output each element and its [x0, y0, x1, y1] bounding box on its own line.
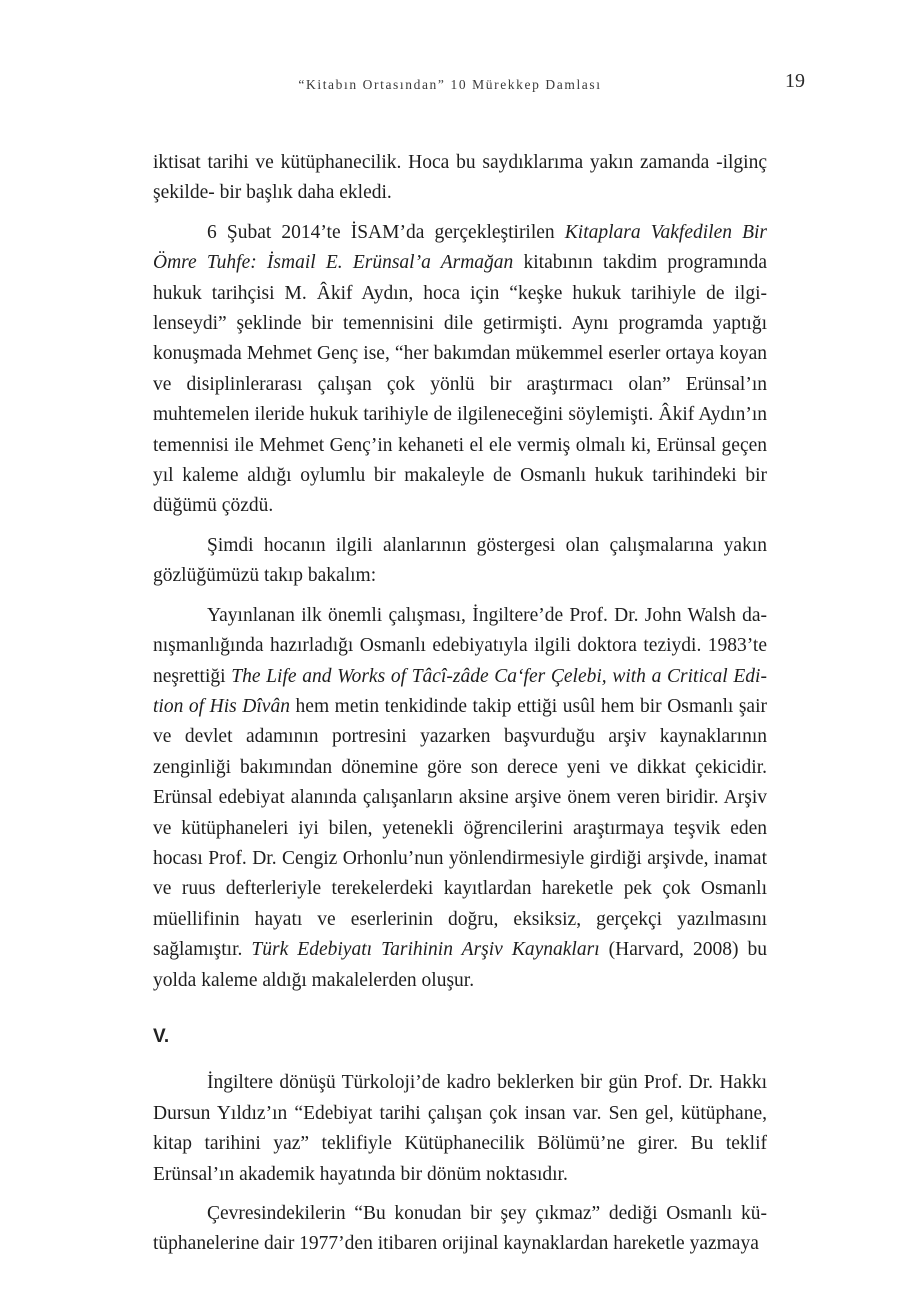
paragraph-3: Şimdi hocanın ilgili alanlarının göstergesi olan çalışmalarına yakın gözlüğümüzü takıp bakalım: [153, 534, 767, 587]
paragraph-2 [153, 218, 767, 522]
book-title-armagan: Kitaplara Vakfedilen Bir Ömre Tuhfe: İsmail E. Erünsal’a Armağan [153, 221, 768, 274]
section-heading: V. [153, 1025, 170, 1047]
paragraph-4-text-a: Yayınlanan ilk önemli çalışması, İngiltere’de Prof. Dr. John Walsh danışmanlığında hazırladığı Osmanlı edebiyatıyla ilgili doktora teziydi. 1983’te neşrettiği [153, 604, 767, 687]
running-header-title: “Kitabın Ortasından” 10 Mürekkep Damlası [298, 77, 602, 92]
body-text [153, 148, 767, 1269]
paragraph-5: İngiltere dönüşü Türkoloji’de kadro beklerken bir gün Prof. Dr. Hakkı Dursun Yıldız’ın “Edebiyat tarihi çalışan çok insan var. Sen gel, kütüphane, kitap tarihini yaz” teklifiyle Kütüphanecilik Bölümü’ne girer. Bu teklif Erünsal’ın akademik hayatında bir dönüm noktasıdır. [153, 1072, 767, 1185]
paragraph-2-text-b: kitabının takdim programında hukuk tarihçisi M. Âkif Aydın, hoca için “keşke hukuk tarihiyle de ilgilenseydi” şeklinde bir temennisini dile getirmişti. Aynı programda yaptığı konuşmada Mehmet Genç ise, “her bakımdan mükemmel eserler ortaya koyan ve disiplinlerarası çalışan çok yönlü bir araştırmacı olan” Erünsal’ın muhtemelen ileride hukuk tarihiyle de ilgileneceğini söylemişti. Âkif Aydın’ın temennisi ile Mehmet Genç’in kehaneti el ele vermiş olmalı ki, Erünsal geçen yıl kaleme aldığı oylumlu bir makaleyle de Osmanlı hukuk tarihindeki bir düğümü çözdü. [153, 252, 767, 517]
paragraph-4 [153, 601, 767, 996]
paragraph-2-text-a: 6 Şubat 2014’te İSAM’da gerçekleştirilen [207, 221, 565, 243]
paragraph-6: Çevresindekilerin “Bu konudan bir şey çıkmaz” dediği Osmanlı kütüphanelerine dair 1977’den itibaren orijinal kaynaklardan hareketle yazmaya [153, 1203, 767, 1255]
paragraph-4-text-b: hem metin tenkidinde takip ettiği usûl hem bir Osmanlı şair ve devlet adamının portresini yazarken başvurduğu arşiv kaynaklarının zenginliği bakımından dönemine göre son derece yeni ve dikkat çekicidir. Erünsal edebiyat alanında çalışanların aksine arşive önem veren biridir. Arşiv ve kütüphaneleri iyi bilen, yetenekli öğrencilerini araştırmaya teşvik eden hocası Prof. Dr. Cengiz Orhonlu’nun yönlendirmesiyle girdiği arşivde, inamat ve ruus defterleriyle terekelerdeki kayıtlardan hareketle pek çok Osmanlı müellifinin hayatı ve eserlerinin doğru, eksiksiz, gerçekçi yazılmasını sağlamıştır. [153, 695, 768, 961]
book-title-arsiv-kaynaklari: Türk Edebiyatı Tarihinin Arşiv Kaynakları [251, 939, 600, 961]
paragraph-4-text-c: (Harvard, 2008) bu yolda kaleme aldığı makalelerden oluşur. [153, 939, 768, 991]
paragraph-1: iktisat tarihi ve kütüphanecilik. Hoca bu saydıklarıma yakın zamanda -ilginç şekilde- bir başlık daha ekledi. [153, 152, 767, 204]
book-title-tacizade: The Life and Works of Tâcî-zâde Ca‘fer Çelebi, with a Critical Edition of His Dîvân [153, 665, 767, 717]
page-number: 19 [785, 70, 805, 92]
